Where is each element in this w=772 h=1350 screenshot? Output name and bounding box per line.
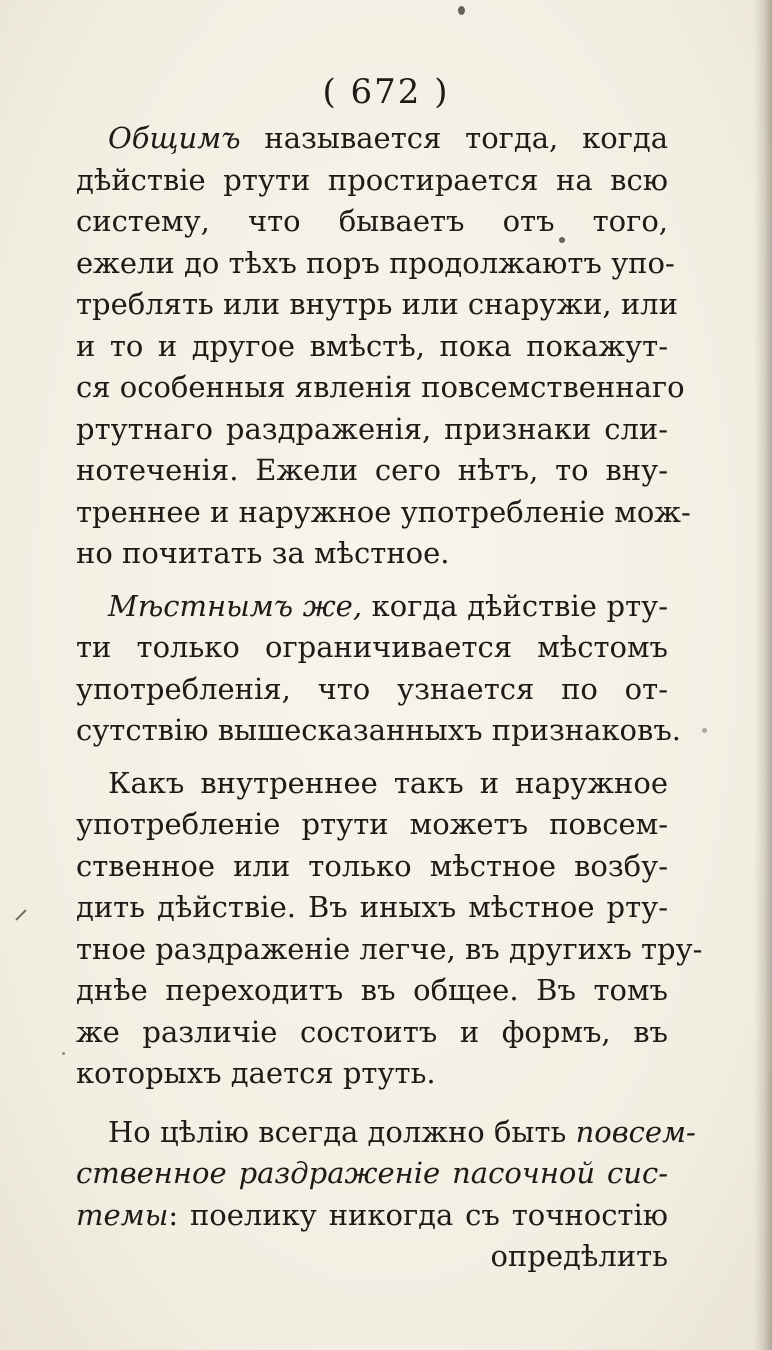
italic-phrase: повсем- bbox=[575, 1114, 696, 1149]
text-line: Какъ внутреннее такъ и наружное bbox=[108, 765, 668, 800]
text-line bbox=[76, 1112, 696, 1154]
ink-speck bbox=[62, 1052, 65, 1055]
text-line: тное раздраженіе легче, въ другихъ тру- bbox=[76, 931, 703, 966]
text-line: употребленіе ртути можетъ повсем- bbox=[76, 807, 668, 841]
ink-speck bbox=[458, 6, 465, 15]
page-number: ( 672 ) bbox=[322, 72, 450, 112]
italic-phrase: ственное раздраженіе пасочной сис- bbox=[76, 1156, 668, 1190]
line-start: Но цѣлію всегда должно быть bbox=[108, 1114, 567, 1149]
text-line: употребленія, что узнается по от- bbox=[76, 671, 668, 706]
ink-speck bbox=[702, 728, 707, 733]
paragraph-gap bbox=[76, 752, 668, 763]
text-line bbox=[76, 1195, 668, 1237]
text-line bbox=[76, 586, 668, 628]
text-line: днѣе переходитъ въ общее. Въ томъ bbox=[76, 973, 668, 1007]
text-line: ственное или только мѣстное возбу- bbox=[76, 848, 668, 883]
text-line: которыхъ дается ртуть. bbox=[76, 1056, 436, 1090]
text-line: треннее и наружное употребленіе мож- bbox=[76, 494, 691, 529]
page-edge-shadow bbox=[754, 0, 772, 1350]
paragraph-gap bbox=[76, 575, 668, 586]
italic-phrase: темы bbox=[76, 1197, 169, 1232]
text-line: но почитать за мѣстное. bbox=[76, 536, 450, 570]
text-line bbox=[76, 1153, 668, 1195]
line-rest: называется тогда, когда bbox=[264, 121, 668, 155]
paragraph bbox=[76, 763, 703, 1095]
margin-mark bbox=[15, 909, 26, 920]
text-line: же различіе состоитъ и формъ, въ bbox=[76, 1014, 668, 1049]
italic-term-mestnym: Мѣстнымъ же, bbox=[108, 588, 363, 623]
body-text bbox=[76, 118, 703, 1278]
line-text bbox=[108, 121, 668, 155]
paragraph bbox=[76, 118, 691, 575]
text-line: ся особенныя явленія повсемственнаго bbox=[76, 370, 685, 404]
text-line: ежели до тѣхъ поръ продолжаютъ упо- bbox=[76, 245, 675, 280]
text-line: дѣйствіе ртути простирается на всю bbox=[76, 162, 668, 197]
paragraph bbox=[76, 586, 681, 752]
paragraph-gap bbox=[76, 1095, 668, 1112]
text-line bbox=[76, 118, 668, 160]
line-rest: когда дѣйствіе рту- bbox=[371, 588, 668, 623]
text-line: нотеченія. Ежели сего нѣтъ, то вну- bbox=[76, 453, 668, 487]
text-line: треблять или внутрь или снаружи, или bbox=[76, 287, 678, 321]
text-line: ртутнаго раздраженія, признаки сли- bbox=[76, 411, 668, 446]
paragraph bbox=[76, 1112, 696, 1278]
text-line: дить дѣйствіе. Въ иныхъ мѣстное рту- bbox=[76, 890, 668, 924]
catchword: опредѣлить bbox=[490, 1239, 668, 1273]
text-line: ти только ограничивается мѣстомъ bbox=[76, 630, 668, 664]
text-line: систему, что бываетъ отъ того, bbox=[76, 204, 668, 238]
italic-term-obshchim: Общимъ bbox=[108, 121, 241, 155]
line-rest: : поелику никогда съ точностію bbox=[168, 1197, 668, 1232]
text-line: сутствію вышесказанныхъ признаковъ. bbox=[76, 713, 681, 747]
text-line: и то и другое вмѣстѣ, пока покажут- bbox=[76, 328, 668, 363]
